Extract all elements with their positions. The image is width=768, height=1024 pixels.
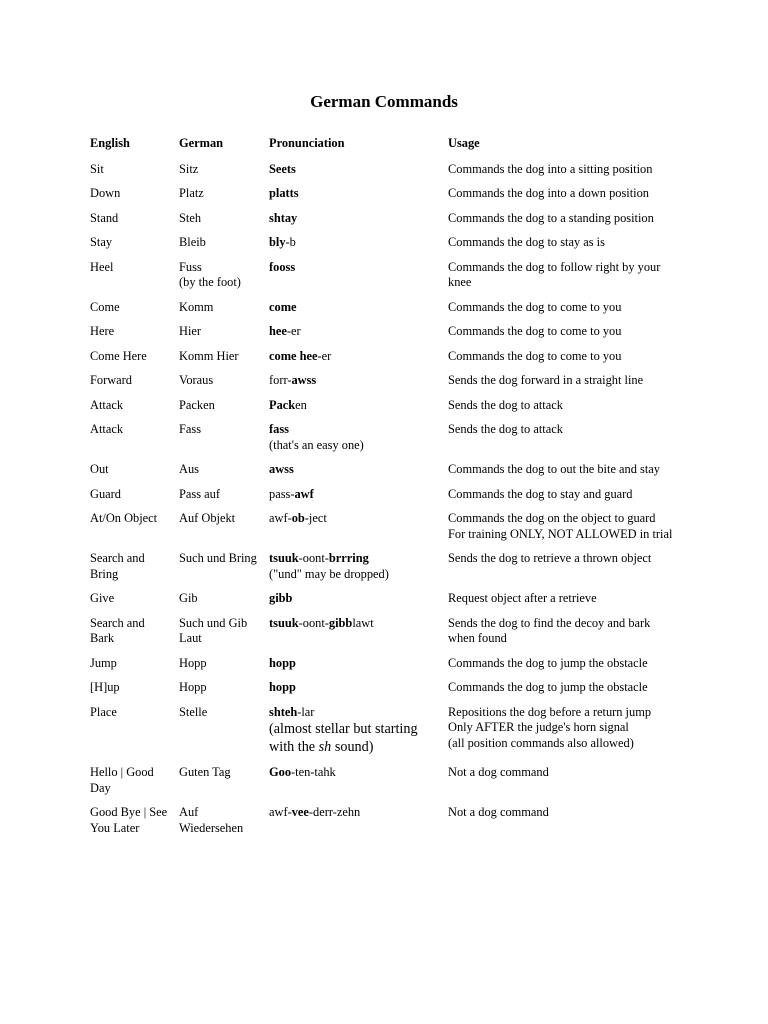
table-row bbox=[86, 211, 684, 236]
german-line: Guten Tag bbox=[179, 765, 231, 779]
german-line: Fass bbox=[179, 422, 202, 436]
table-row bbox=[86, 186, 684, 211]
usage-line: Commands the dog on the object to guard bbox=[448, 511, 656, 525]
cell-german bbox=[175, 422, 265, 462]
pronunciation-text bbox=[269, 656, 296, 670]
pronunciation-note-run: (almost stellar but starting with the bbox=[269, 721, 418, 755]
german-line: Hier bbox=[179, 324, 202, 338]
cell-usage bbox=[444, 300, 684, 325]
table-row bbox=[86, 680, 684, 705]
cell-english: Stay bbox=[90, 235, 113, 249]
usage-line: (all position commands also allowed) bbox=[448, 735, 634, 750]
cell-pronunciation bbox=[265, 349, 444, 374]
pronunciation-text bbox=[269, 260, 295, 274]
cell-pronunciation bbox=[265, 235, 444, 260]
cell-usage bbox=[444, 765, 684, 805]
cell-german bbox=[175, 616, 265, 656]
table-row bbox=[86, 705, 684, 766]
pronunciation-text bbox=[269, 616, 374, 630]
cell-english: Stand bbox=[90, 210, 119, 225]
cell-usage bbox=[444, 422, 684, 462]
pronunciation-run: -er bbox=[317, 348, 332, 363]
cell-usage bbox=[444, 349, 684, 374]
table-header-row bbox=[86, 136, 684, 162]
cell-pronunciation bbox=[265, 680, 444, 705]
cell-pronunciation bbox=[265, 765, 444, 805]
pronunciation-text bbox=[269, 324, 301, 338]
usage-line: Commands the dog to come to you bbox=[448, 324, 622, 338]
german-line: Packen bbox=[179, 397, 215, 412]
pronunciation-note-run: (that's an easy one) bbox=[269, 437, 364, 452]
usage-line: Commands the dog to follow right by your knee bbox=[448, 259, 661, 289]
usage-line: Commands the dog into a sitting position bbox=[448, 161, 653, 176]
usage-line: Sends the dog to attack bbox=[448, 422, 563, 436]
table-row bbox=[86, 349, 684, 374]
pronunciation-run: -derr-zehn bbox=[308, 805, 361, 819]
usage-line: For training ONLY, NOT ALLOWED in trial bbox=[448, 526, 673, 541]
cell-english: Heel bbox=[90, 259, 114, 274]
pronunciation-run: brrring bbox=[328, 551, 369, 565]
pronunciation-text bbox=[269, 487, 314, 501]
pronunciation-run: en bbox=[295, 397, 307, 412]
pronunciation-run: lawt bbox=[352, 615, 374, 630]
pronunciation-text bbox=[269, 211, 297, 225]
cell-german bbox=[175, 300, 265, 325]
pronunciation-run: Seets bbox=[269, 161, 296, 176]
table-row bbox=[86, 462, 684, 487]
pronunciation-run: shtay bbox=[269, 210, 298, 225]
pronunciation-text bbox=[269, 349, 331, 363]
pronunciation-run: pass- bbox=[269, 486, 295, 501]
cell-german bbox=[175, 680, 265, 705]
german-line: Hopp bbox=[179, 680, 207, 694]
german-line: Auf Objekt bbox=[179, 511, 236, 525]
usage-line: Commands the dog to jump the obstacle bbox=[448, 655, 648, 670]
table-row bbox=[86, 511, 684, 551]
pronunciation-text bbox=[269, 805, 360, 819]
header-german: German bbox=[179, 136, 224, 150]
table-row bbox=[86, 656, 684, 681]
cell-pronunciation bbox=[265, 260, 444, 300]
pronunciation-run: hopp bbox=[269, 680, 296, 694]
pronunciation-text bbox=[269, 765, 336, 779]
pronunciation-text bbox=[269, 300, 297, 314]
table-row bbox=[86, 765, 684, 805]
pronunciation-note-run: sound) bbox=[331, 739, 374, 755]
pronunciation-text bbox=[269, 462, 294, 476]
pronunciation-note bbox=[269, 567, 440, 583]
cell-german bbox=[175, 487, 265, 512]
cell-english: Place bbox=[90, 704, 117, 719]
cell-usage bbox=[444, 398, 684, 423]
cell-pronunciation bbox=[265, 462, 444, 487]
table-row bbox=[86, 487, 684, 512]
table-row bbox=[86, 324, 684, 349]
pronunciation-text bbox=[269, 511, 327, 525]
cell-pronunciation bbox=[265, 300, 444, 325]
pronunciation-text bbox=[269, 186, 299, 200]
german-line: Such und Gib Laut bbox=[179, 615, 248, 645]
pronunciation-run: tsuuk bbox=[269, 551, 299, 565]
german-line: Sitz bbox=[179, 161, 199, 176]
cell-german bbox=[175, 260, 265, 300]
pronunciation-run: hee bbox=[269, 324, 287, 338]
cell-usage bbox=[444, 487, 684, 512]
table-row bbox=[86, 616, 684, 656]
german-line: Platz bbox=[179, 186, 204, 200]
usage-line: Sends the dog to find the decoy and bark when found bbox=[448, 615, 651, 645]
cell-german bbox=[175, 398, 265, 423]
table-row bbox=[86, 422, 684, 462]
usage-line: Sends the dog forward in a straight line bbox=[448, 373, 644, 387]
pronunciation-run: -b bbox=[285, 235, 296, 249]
cell-german bbox=[175, 511, 265, 551]
cell-pronunciation bbox=[265, 805, 444, 845]
usage-line: Commands the dog to jump the obstacle bbox=[448, 680, 648, 694]
pronunciation-run: bly bbox=[269, 235, 286, 249]
pronunciation-text bbox=[269, 398, 307, 412]
table-body bbox=[86, 162, 684, 846]
german-line: Such und Bring bbox=[179, 551, 257, 565]
header-pronunciation: Pronunciation bbox=[269, 136, 345, 150]
pronunciation-text bbox=[269, 422, 289, 436]
cell-english: Down bbox=[90, 186, 121, 200]
usage-line: Commands the dog to out the bite and stay bbox=[448, 462, 660, 476]
table-row bbox=[86, 398, 684, 423]
pronunciation-run: awss bbox=[291, 373, 317, 387]
german-line: Komm Hier bbox=[179, 348, 239, 363]
header-english: English bbox=[90, 136, 130, 150]
german-line: Komm bbox=[179, 299, 214, 314]
usage-line: Sends the dog to retrieve a thrown object bbox=[448, 551, 652, 565]
pronunciation-run: tsuuk bbox=[269, 615, 299, 630]
pronunciation-run: come bbox=[269, 299, 297, 314]
table-row bbox=[86, 591, 684, 616]
german-line: Steh bbox=[179, 210, 202, 225]
cell-german bbox=[175, 186, 265, 211]
cell-usage bbox=[444, 373, 684, 398]
cell-usage bbox=[444, 705, 684, 766]
header-usage: Usage bbox=[448, 136, 480, 150]
usage-line: Sends the dog to attack bbox=[448, 397, 563, 412]
usage-line: Commands the dog into a down position bbox=[448, 186, 649, 200]
cell-english: Forward bbox=[90, 373, 132, 387]
cell-german bbox=[175, 462, 265, 487]
pronunciation-run: ob bbox=[291, 511, 305, 525]
pronunciation-run: fooss bbox=[269, 259, 296, 274]
cell-usage bbox=[444, 805, 684, 845]
usage-line: Commands the dog to come to you bbox=[448, 299, 622, 314]
cell-usage bbox=[444, 656, 684, 681]
cell-english: Sit bbox=[90, 161, 104, 176]
cell-english: Attack bbox=[90, 397, 124, 412]
german-line: Pass auf bbox=[179, 486, 220, 501]
german-line: (by the foot) bbox=[179, 275, 241, 289]
german-line: Hopp bbox=[179, 655, 207, 670]
cell-english: Search and Bark bbox=[90, 615, 145, 645]
table-row bbox=[86, 805, 684, 845]
pronunciation-note-run: ("und" may be dropped) bbox=[269, 566, 389, 581]
pronunciation-run: Pack bbox=[269, 397, 296, 412]
usage-line: Only AFTER the judge's horn signal bbox=[448, 720, 629, 734]
pronunciation-text bbox=[269, 591, 292, 605]
cell-pronunciation bbox=[265, 616, 444, 656]
cell-pronunciation bbox=[265, 656, 444, 681]
cell-pronunciation bbox=[265, 511, 444, 551]
pronunciation-run: awf- bbox=[269, 805, 292, 819]
cell-english: Attack bbox=[90, 422, 124, 436]
cell-usage bbox=[444, 211, 684, 236]
cell-german bbox=[175, 765, 265, 805]
cell-english: Hello | Good Day bbox=[90, 765, 154, 795]
cell-pronunciation bbox=[265, 211, 444, 236]
cell-german bbox=[175, 235, 265, 260]
pronunciation-run: awf- bbox=[269, 511, 292, 525]
german-line: Fuss bbox=[179, 259, 202, 274]
table-row bbox=[86, 300, 684, 325]
usage-line: Not a dog command bbox=[448, 765, 549, 779]
pronunciation-run: -ject bbox=[304, 511, 327, 525]
pronunciation-text bbox=[269, 680, 296, 694]
german-line: Voraus bbox=[179, 373, 214, 387]
pronunciation-run: vee bbox=[291, 805, 309, 819]
cell-usage bbox=[444, 616, 684, 656]
pronunciation-note bbox=[269, 720, 440, 756]
pronunciation-note-run: sh bbox=[318, 739, 332, 755]
pronunciation-run: awf bbox=[294, 486, 314, 501]
cell-pronunciation bbox=[265, 186, 444, 211]
pronunciation-run: -er bbox=[286, 324, 301, 338]
pronunciation-run: forr- bbox=[269, 373, 292, 387]
usage-line: Request object after a retrieve bbox=[448, 591, 597, 605]
usage-line: Not a dog command bbox=[448, 805, 549, 819]
pronunciation-run: gibb bbox=[328, 615, 353, 630]
commands-table bbox=[86, 136, 684, 845]
pronunciation-run: shteh bbox=[269, 704, 298, 719]
cell-usage bbox=[444, 186, 684, 211]
table-row bbox=[86, 162, 684, 187]
usage-line: Commands the dog to a standing position bbox=[448, 210, 654, 225]
cell-usage bbox=[444, 551, 684, 591]
cell-usage bbox=[444, 324, 684, 349]
cell-pronunciation bbox=[265, 324, 444, 349]
german-line: Bleib bbox=[179, 235, 206, 249]
table-row bbox=[86, 260, 684, 300]
cell-usage bbox=[444, 462, 684, 487]
cell-german bbox=[175, 324, 265, 349]
pronunciation-run: platts bbox=[269, 186, 299, 200]
pronunciation-run: -ten-tahk bbox=[291, 765, 336, 779]
cell-pronunciation bbox=[265, 705, 444, 766]
cell-english: Come Here bbox=[90, 348, 147, 363]
cell-english: Here bbox=[90, 324, 115, 338]
cell-pronunciation bbox=[265, 398, 444, 423]
cell-german bbox=[175, 705, 265, 766]
cell-english: Search and Bring bbox=[90, 551, 145, 581]
cell-usage bbox=[444, 511, 684, 551]
cell-german bbox=[175, 373, 265, 398]
cell-english: Out bbox=[90, 462, 109, 476]
pronunciation-text bbox=[269, 235, 296, 249]
pronunciation-run: gibb bbox=[269, 591, 293, 605]
pronunciation-note bbox=[269, 438, 440, 454]
pronunciation-run: come hee bbox=[269, 348, 318, 363]
cell-german bbox=[175, 349, 265, 374]
cell-english: Good Bye | See You Later bbox=[90, 805, 168, 835]
cell-english: At/On Object bbox=[90, 511, 158, 525]
pronunciation-text bbox=[269, 551, 369, 565]
pronunciation-run: -lar bbox=[297, 704, 315, 719]
cell-pronunciation bbox=[265, 487, 444, 512]
usage-line: Commands the dog to come to you bbox=[448, 348, 622, 363]
cell-german bbox=[175, 805, 265, 845]
pronunciation-run: fass bbox=[269, 422, 289, 436]
cell-usage bbox=[444, 680, 684, 705]
pronunciation-run: awss bbox=[269, 462, 294, 476]
cell-english: [H]up bbox=[90, 680, 120, 694]
cell-usage bbox=[444, 162, 684, 187]
cell-pronunciation bbox=[265, 373, 444, 398]
pronunciation-text bbox=[269, 373, 316, 387]
cell-english: Guard bbox=[90, 486, 121, 501]
pronunciation-run: hopp bbox=[269, 655, 296, 670]
cell-pronunciation bbox=[265, 551, 444, 591]
usage-line: Commands the dog to stay as is bbox=[448, 235, 605, 249]
table-row bbox=[86, 373, 684, 398]
cell-english: Jump bbox=[90, 655, 117, 670]
pronunciation-run: Goo bbox=[269, 765, 292, 779]
german-line: Aus bbox=[179, 462, 199, 476]
table-row bbox=[86, 551, 684, 591]
cell-usage bbox=[444, 260, 684, 300]
cell-pronunciation bbox=[265, 422, 444, 462]
cell-german bbox=[175, 162, 265, 187]
german-line: Gib bbox=[179, 591, 198, 605]
cell-german bbox=[175, 591, 265, 616]
cell-pronunciation bbox=[265, 591, 444, 616]
usage-line: Commands the dog to stay and guard bbox=[448, 486, 633, 501]
cell-german bbox=[175, 656, 265, 681]
cell-usage bbox=[444, 591, 684, 616]
pronunciation-text bbox=[269, 705, 314, 719]
german-line: Stelle bbox=[179, 704, 208, 719]
cell-german bbox=[175, 211, 265, 236]
german-line: Auf Wiedersehen bbox=[179, 805, 244, 835]
cell-pronunciation bbox=[265, 162, 444, 187]
page-title: German Commands bbox=[310, 92, 458, 111]
cell-german bbox=[175, 551, 265, 591]
pronunciation-run: -oont- bbox=[298, 551, 329, 565]
pronunciation-text bbox=[269, 162, 296, 176]
table-row bbox=[86, 235, 684, 260]
usage-line: Repositions the dog before a return jump bbox=[448, 704, 652, 719]
cell-english: Give bbox=[90, 591, 115, 605]
pronunciation-run: -oont- bbox=[298, 615, 329, 630]
cell-usage bbox=[444, 235, 684, 260]
cell-english: Come bbox=[90, 299, 120, 314]
